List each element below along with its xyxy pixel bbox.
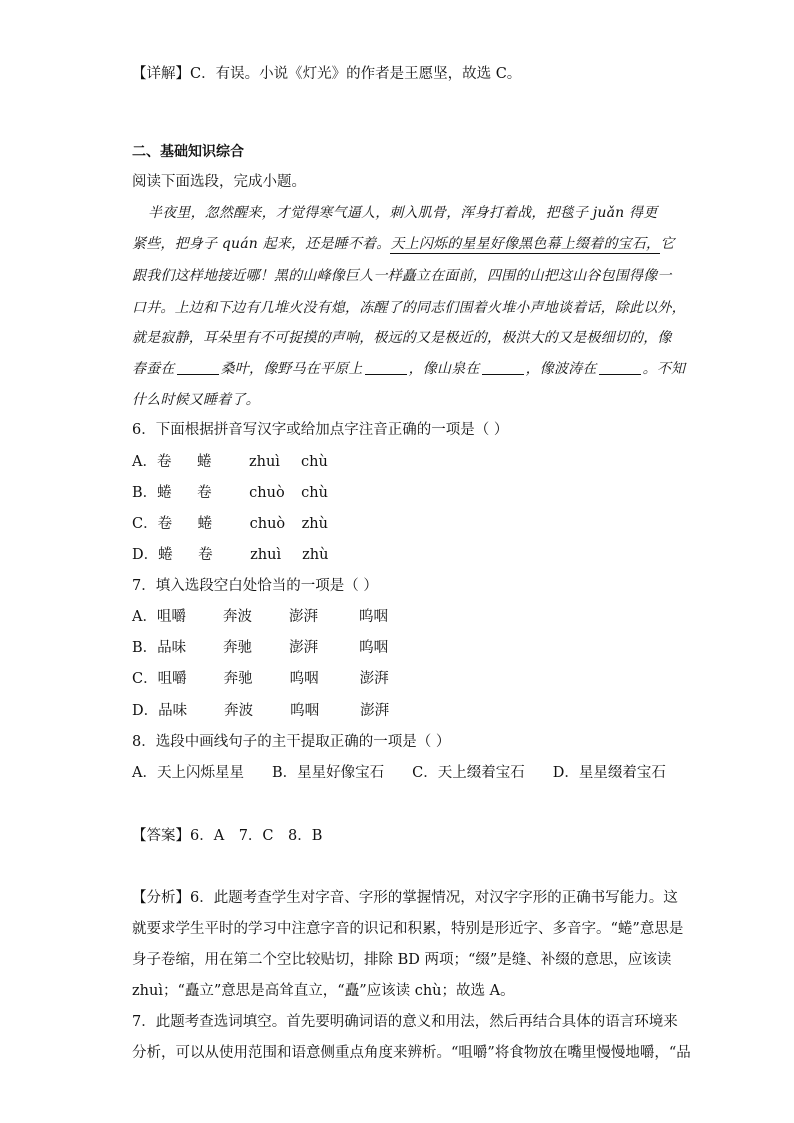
option-value: chuò: [249, 516, 286, 532]
blank-1: [177, 360, 219, 375]
option-value: 呜咽: [289, 671, 319, 687]
option-value: 奔驰: [223, 671, 253, 687]
option-value: 蜷: [158, 547, 173, 563]
option-value: chù: [301, 485, 328, 501]
passage-line-6-part-c: ，像山泉在: [408, 361, 480, 377]
passage-line-6-part-b: 桑叶，像野马在平原上: [220, 361, 363, 377]
q7-option-c-label: C．: [132, 671, 158, 687]
q6-option-b-label: B．: [132, 485, 158, 501]
analysis-line-6: 分析，可以从使用范围和语意侧重点角度来辨析。“咀嚼”将食物放在嘴里慢慢地嚼，“品: [132, 1045, 691, 1061]
option-value: 卷: [156, 454, 172, 470]
q7-option-a-label: A．: [132, 609, 157, 625]
option-value: 蜷: [157, 485, 172, 501]
option-value: zhù: [301, 516, 328, 532]
option-value: zhù: [302, 547, 329, 563]
option-value: 澎湃: [359, 671, 389, 687]
detail-label: 【详解】: [132, 66, 190, 82]
q8-option-d[interactable]: D．星星缀着宝石: [552, 765, 666, 781]
option-value: 蜷: [196, 454, 212, 470]
q7-option-d[interactable]: [132, 701, 389, 721]
analysis-line-5: 7．此题考查选词填空。首先要明确词语的意义和用法，然后再结合具体的语言环境来: [132, 1014, 678, 1030]
passage-line-6: [132, 359, 685, 379]
passage-line-1: 半夜里，忽然醒来，才觉得寒气逼人，刺入肌骨，浑身打着战，把毯子 juǎn 得更: [148, 205, 658, 221]
answer-line: [132, 826, 322, 846]
q7-option-b-label: B．: [132, 640, 158, 656]
q6-option-d-label: D．: [132, 547, 159, 563]
answer-label: 【答案】: [132, 828, 190, 844]
option-value: 呜咽: [358, 609, 388, 625]
passage-line-4: 口井。上边和下边有几堆火没有熄，冻醒了的同志们围着火堆小声地谈着话，除此以外，: [132, 300, 686, 316]
option-value: zhuì: [248, 454, 280, 470]
q6-option-b[interactable]: [132, 483, 328, 503]
passage-line-6-part-e: 。不知: [642, 361, 686, 377]
q6-stem: 6．下面根据拼音写汉字或给加点字注音正确的一项是（ ）: [132, 422, 509, 438]
option-value: 呜咽: [359, 640, 389, 656]
passage-line-6-part-a: 春蚕在: [132, 361, 175, 377]
q8-option-a[interactable]: A．天上闪烁星星: [132, 765, 244, 781]
analysis-line-2: 就要求学生平时的学习中注意字音的识记和积累，特别是形近字、多音字。“蜷”意思是: [132, 921, 684, 937]
option-value: 澎湃: [289, 640, 319, 656]
blank-3: [482, 360, 524, 375]
q7-option-c[interactable]: [132, 669, 389, 689]
passage-line-3: 跟我们这样地接近哪！黑的山峰像巨人一样矗立在面前，四围的山把这山谷包围得像一: [132, 268, 672, 284]
option-value: 品味: [157, 640, 187, 656]
underlined-sentence: 天上闪烁的星星好像黑色幕上缀着的宝石，: [390, 236, 661, 252]
q7-option-a[interactable]: [132, 607, 388, 627]
passage-line-7: 什么时候又睡着了。: [132, 392, 260, 408]
option-value: 咀嚼: [157, 671, 187, 687]
q6-option-c[interactable]: [132, 514, 328, 534]
q6-option-c-label: C．: [132, 516, 158, 532]
option-value: 卷: [198, 547, 213, 563]
option-value: 澎湃: [288, 609, 318, 625]
option-value: chù: [300, 454, 328, 470]
option-value: zhuì: [250, 547, 282, 563]
q7-option-b[interactable]: [132, 638, 388, 658]
passage-line-5: 就是寂静，耳朵里有不可捉摸的声响，极远的又是极近的，极洪大的又是极细切的，像: [132, 330, 672, 346]
q8-stem: 8．选段中画线句子的主干提取正确的一项是（ ）: [132, 734, 451, 750]
passage-line-2-text: 紧些，把身子 quán 起来，还是睡不着。: [132, 236, 391, 252]
option-value: 奔驰: [223, 640, 253, 656]
q8-options: [132, 763, 694, 783]
q6-option-d[interactable]: [132, 545, 328, 565]
analysis-line-3: 身子卷缩，用在第二个空比较贴切，排除 BD 两项；“缀”是缝、补缀的意思，应该读: [132, 952, 672, 968]
option-value: 卷: [197, 485, 212, 501]
passage-line-2: [132, 234, 674, 254]
option-value: 蜷: [197, 516, 213, 532]
answer-text: 6．A 7．C 8．B: [190, 828, 323, 844]
option-value: 卷: [157, 516, 173, 532]
section-instruction: 阅读下面选段，完成小题。: [132, 174, 306, 190]
q7-stem: 7．填入选段空白处恰当的一项是（ ）: [132, 578, 378, 594]
q8-option-c[interactable]: C．天上缀着宝石: [412, 765, 525, 781]
blank-2: [365, 360, 407, 375]
option-value: chuò: [249, 485, 285, 501]
option-value: 呜咽: [290, 703, 320, 719]
option-value: 奔波: [224, 703, 254, 719]
q8-option-b[interactable]: B．星星好像宝石: [271, 765, 385, 781]
q6-option-a-label: A．: [132, 454, 157, 470]
option-value: 咀嚼: [156, 609, 186, 625]
q7-option-d-label: D．: [132, 703, 159, 719]
passage-line-6-part-d: ，像波涛在: [525, 361, 597, 377]
option-value: 品味: [158, 703, 188, 719]
detail-text: C．有误。小说《灯光》的作者是王愿坚，故选 C。: [190, 66, 522, 82]
option-value: 奔波: [222, 609, 252, 625]
analysis-line-1: 【分析】6．此题考查学生对字音、字形的掌握情况，对汉字字形的正确书写能力。这: [132, 890, 678, 906]
analysis-line-4: zhuì；“矗立”意思是高耸直立，“矗”应该读 chù；故选 A。: [132, 983, 515, 999]
detail-line: [132, 64, 521, 84]
passage-line-2-end: 它: [660, 236, 675, 252]
option-value: 澎湃: [360, 703, 390, 719]
blank-4: [599, 360, 641, 375]
q6-option-a[interactable]: [132, 452, 328, 472]
section-title: 二、基础知识综合: [132, 144, 244, 160]
